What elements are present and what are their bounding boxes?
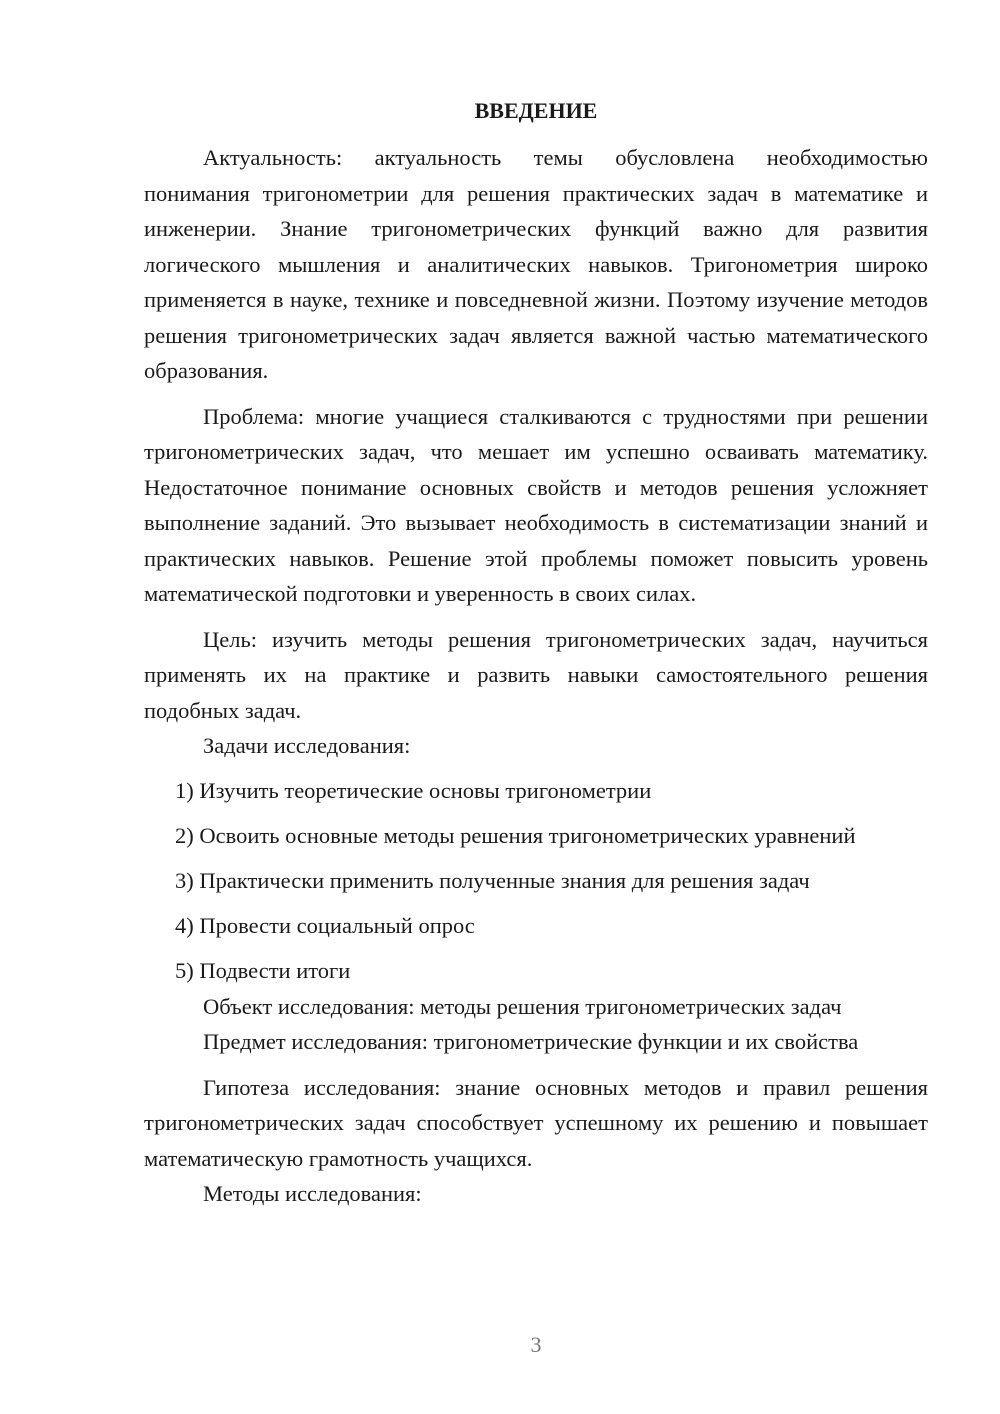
relevance-paragraph: Актуальность: актуальность темы обусловлена необходимостью понимания тригонометрии для решения практических задач в математике и инженерии. Знание тригонометрических функций важно для развития логического мышления и аналитических навыков. Тригонометрия широко применяется в науке, технике и повседневной жизни. Поэтому изучение методов решения тригонометрических задач является важной частью математического образования. [144, 145, 928, 383]
hypothesis-paragraph: Гипотеза исследования: знание основных методов и правил решения тригонометрических задач способствует успешному их решению и повышает математическую грамотность учащихся. [144, 1074, 928, 1171]
list-item: 1) Изучить теоретические основы тригонометрии [175, 778, 652, 803]
list-item: 3) Практически применить полученные знания для решения задач [175, 868, 810, 893]
page-title: ВВЕДЕНИЕ [474, 98, 598, 123]
list-item: 2) Освоить основные методы решения тригонометрических уравнений [175, 823, 856, 848]
object-paragraph: Объект исследования: методы решения тригонометрических задач [203, 993, 842, 1019]
page-number: 3 [530, 1332, 542, 1357]
methods-heading: Методы исследования: [203, 1181, 422, 1206]
goal-paragraph: Цель: изучить методы решения тригонометрических задач, научиться применять их на практике и развить навыки самостоятельного решения подобных задач. [144, 626, 928, 723]
tasks-list [144, 773, 928, 989]
page-content [144, 96, 928, 1212]
list-item: 4) Провести социальный опрос [175, 913, 475, 938]
problem-paragraph: Проблема: многие учащиеся сталкиваются с трудностями при решении тригонометрических задач, что мешает им успешно осваивать математику. Недостаточное понимание основных свойств и методов решения усложняет выполнение заданий. Это вызывает необходимость в систематизации знаний и практических навыков. Решение этой проблемы поможет повысить уровень математической подготовки и уверенность в своих силах. [144, 403, 928, 606]
tasks-heading: Задачи исследования: [203, 733, 411, 758]
subject-paragraph: Предмет исследования: тригонометрические функции и их свойства [203, 1029, 859, 1054]
list-item: 5) Подвести итоги [175, 958, 351, 983]
